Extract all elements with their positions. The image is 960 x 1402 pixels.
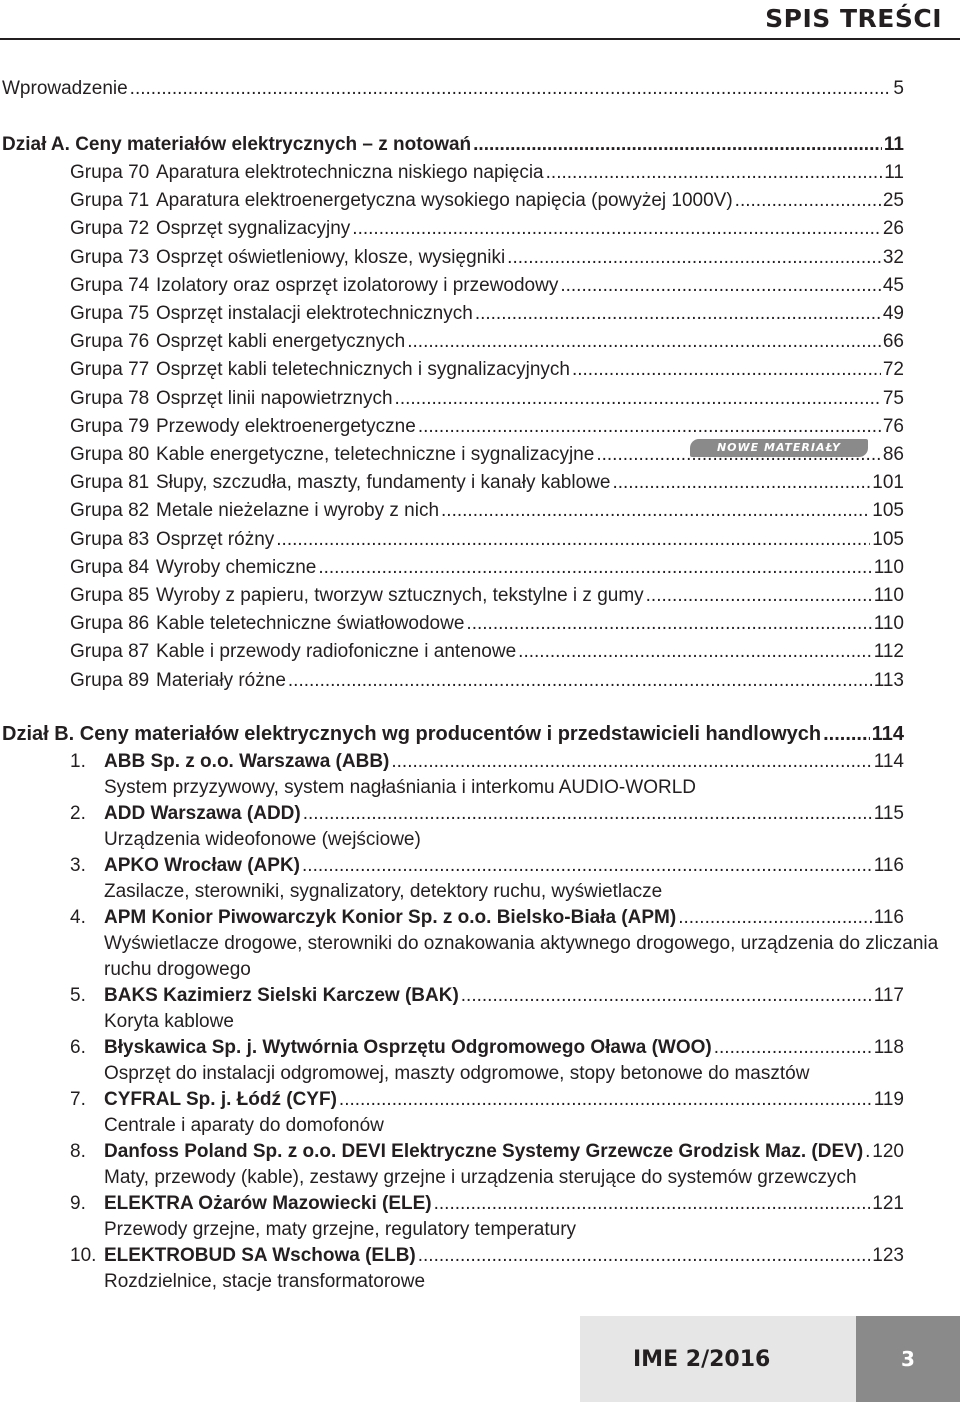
group-name: Przewody elektroenergetyczne xyxy=(156,415,416,437)
entry-page: 49 xyxy=(882,303,904,324)
entry-page: 119 xyxy=(873,1089,904,1110)
entry-page: 32 xyxy=(882,246,904,268)
group-name: Osprzęt oświetleniowy, klosze, wysięgniki xyxy=(156,246,506,268)
toc-row-group[interactable] xyxy=(70,274,904,298)
toc-row-group[interactable] xyxy=(70,330,904,354)
toc-row-producer[interactable] xyxy=(70,854,904,878)
entry-number: 1. xyxy=(70,751,86,772)
producer-name: ADD Warszawa (ADD) xyxy=(104,803,301,824)
producer-label xyxy=(70,1140,863,1164)
group-name: Osprzęt instalacji elektrotechnicznych xyxy=(156,303,473,324)
group-name: Metale nieżelazne i wyroby z nich xyxy=(156,500,440,522)
group-name: Osprzęt różny xyxy=(156,528,275,550)
group-label xyxy=(70,584,644,608)
dot-leader xyxy=(461,984,872,1008)
toc-row-group[interactable] xyxy=(70,246,904,270)
producer-name: ELEKTRA Ożarów Mazowiecki (ELE) xyxy=(104,1193,432,1214)
dot-leader xyxy=(678,906,872,930)
dot-leader xyxy=(572,358,881,382)
dot-leader xyxy=(475,302,881,326)
entry-page: 117 xyxy=(873,985,904,1006)
toc-row-producer[interactable] xyxy=(70,1192,904,1216)
group-name: Kable teletechniczne światłowodowe xyxy=(156,613,465,635)
dot-leader xyxy=(276,528,870,552)
dot-leader xyxy=(466,612,871,636)
toc-row-producer[interactable] xyxy=(70,1244,904,1268)
group-code: Grupa 82 xyxy=(70,500,150,522)
dot-leader xyxy=(518,640,872,664)
toc-row-producer[interactable] xyxy=(70,984,904,1008)
producer-name: APM Konior Piwowarczyk Konior Sp. z o.o. Bielsko-Biała (APM) xyxy=(104,907,677,928)
issue-label: IME 2/2016 xyxy=(633,1347,771,1372)
dot-leader xyxy=(507,246,881,270)
group-name: Osprzęt kabli teletechnicznych i sygnalizacyjnych xyxy=(156,359,570,381)
toc-row-group[interactable] xyxy=(70,640,904,664)
dot-leader xyxy=(418,1244,871,1268)
entry-page: 105 xyxy=(872,500,904,522)
entry-label: Wprowadzenie xyxy=(2,78,128,99)
group-code: Grupa 86 xyxy=(70,613,150,635)
group-label xyxy=(70,499,439,523)
group-code: Grupa 79 xyxy=(70,415,150,437)
group-label xyxy=(70,217,350,241)
group-label xyxy=(70,246,505,270)
dot-leader xyxy=(303,802,872,826)
entry-page: 110 xyxy=(873,585,904,606)
group-label xyxy=(70,274,558,298)
dot-leader xyxy=(473,133,882,157)
group-label xyxy=(70,669,286,693)
group-code: Grupa 89 xyxy=(70,669,150,691)
group-code: Grupa 80 xyxy=(70,444,150,465)
dot-leader xyxy=(339,1088,872,1112)
toc-row-group[interactable] xyxy=(70,302,904,326)
dot-leader xyxy=(823,722,870,746)
group-name: Materiały różne xyxy=(156,669,286,691)
page-number: 3 xyxy=(856,1316,960,1402)
entry-description: ruchu drogowego xyxy=(104,959,251,980)
producer-label xyxy=(70,854,300,878)
toc-row-section-b[interactable] xyxy=(2,722,904,746)
section-title: Dział B. Ceny materiałów elektrycznych wg producentów i przedstawicieli handlowych xyxy=(2,723,822,745)
group-code: Grupa 74 xyxy=(70,274,150,296)
entry-number: 4. xyxy=(70,907,86,928)
toc-row-producer[interactable] xyxy=(70,1088,904,1112)
group-label xyxy=(70,387,393,411)
entry-number: 9. xyxy=(70,1193,86,1214)
group-code: Grupa 77 xyxy=(70,359,150,381)
entry-page: 116 xyxy=(873,907,904,928)
producer-label xyxy=(70,750,389,774)
producer-name: Błyskawica Sp. j. Wytwórnia Osprzętu Odgromowego Oława (WOO) xyxy=(104,1037,712,1058)
group-label xyxy=(70,330,405,354)
producer-name: APKO Wrocław (APK) xyxy=(104,855,301,876)
toc-row-producer[interactable] xyxy=(70,1036,904,1060)
dot-leader xyxy=(546,161,883,185)
dot-leader xyxy=(434,1192,871,1216)
dot-leader xyxy=(318,556,871,580)
group-label xyxy=(70,358,570,382)
entry-page: 112 xyxy=(873,641,904,663)
group-label xyxy=(70,161,544,185)
group-code: Grupa 72 xyxy=(70,218,150,240)
entry-page: 101 xyxy=(872,472,904,494)
entry-page: 110 xyxy=(873,556,904,578)
entry-description: Urządzenia wideofonowe (wejściowe) xyxy=(104,829,421,850)
toc-row-producer[interactable] xyxy=(70,802,904,826)
entry-description: Przewody grzejne, maty grzejne, regulatory temperatury xyxy=(104,1219,577,1240)
dot-leader xyxy=(560,274,881,298)
dot-leader xyxy=(391,750,871,774)
group-label xyxy=(70,612,464,636)
group-code: Grupa 85 xyxy=(70,585,150,606)
group-label xyxy=(70,556,316,580)
group-code: Grupa 73 xyxy=(70,246,150,268)
toc-row-group[interactable] xyxy=(70,612,904,636)
section-title: Dział A. Ceny materiałów elektrycznych – z notowań xyxy=(2,134,472,155)
entry-page: 66 xyxy=(882,331,904,353)
group-name: Wyroby chemiczne xyxy=(156,556,317,578)
toc-row-group[interactable] xyxy=(70,584,904,608)
group-name: Wyroby z papieru, tworzyw sztucznych, tekstylne i z gumy xyxy=(156,585,644,606)
entry-page: 114 xyxy=(873,751,904,772)
entry-description: Osprzęt do instalacji odgromowej, maszty odgromowe, stopy betonowe do masztów xyxy=(104,1063,810,1084)
entry-description: Zasilacze, sterowniki, sygnalizatory, detektory ruchu, wyświetlacze xyxy=(104,881,663,902)
group-code: Grupa 75 xyxy=(70,303,150,324)
entry-page: 75 xyxy=(882,387,904,409)
entry-page: 25 xyxy=(882,190,904,212)
group-code: Grupa 84 xyxy=(70,556,150,578)
entry-page: 121 xyxy=(872,1193,904,1214)
dot-leader xyxy=(395,387,881,411)
group-code: Grupa 87 xyxy=(70,641,150,663)
entry-page: 26 xyxy=(882,218,904,240)
entry-description: Centrale i aparaty do domofonów xyxy=(104,1115,384,1136)
dot-leader xyxy=(288,669,872,693)
toc-row-group[interactable] xyxy=(70,669,904,693)
entry-page: 116 xyxy=(873,855,904,876)
group-label xyxy=(70,443,594,467)
header-rule xyxy=(0,38,960,40)
dot-leader xyxy=(302,854,872,878)
entry-page: 76 xyxy=(882,415,904,437)
entry-description: Koryta kablowe xyxy=(104,1011,234,1032)
toc-row-producer[interactable] xyxy=(70,750,904,774)
group-code: Grupa 70 xyxy=(70,162,150,183)
dot-leader xyxy=(714,1036,872,1060)
group-name: Osprzęt kabli energetycznych xyxy=(156,331,406,353)
group-code: Grupa 83 xyxy=(70,528,150,550)
entry-number: 6. xyxy=(70,1037,86,1058)
producer-name: BAKS Kazimierz Sielski Karczew (BAK) xyxy=(104,985,459,1006)
producer-label xyxy=(70,1088,337,1112)
producer-name: ELEKTROBUD SA Wschowa (ELB) xyxy=(104,1245,416,1266)
entry-page: 11 xyxy=(884,162,904,183)
group-name: Osprzęt linii napowietrznych xyxy=(156,387,393,409)
entry-page: 5 xyxy=(893,78,904,99)
group-label xyxy=(70,640,516,664)
toc-row-producer[interactable] xyxy=(70,1140,904,1164)
producer-name: ABB Sp. z o.o. Warszawa (ABB) xyxy=(104,751,390,772)
toc-row-group[interactable] xyxy=(70,556,904,580)
toc-row-producer[interactable] xyxy=(70,906,904,930)
toc-row-group[interactable] xyxy=(70,189,904,213)
group-name: Aparatura elektrotechniczna niskiego napięcia xyxy=(156,162,544,183)
entry-number: 5. xyxy=(70,985,86,1006)
toc-row-group[interactable] xyxy=(70,528,904,552)
entry-page: 123 xyxy=(872,1245,904,1266)
producer-label xyxy=(70,1036,712,1060)
page-title: SPIS TREŚCI xyxy=(765,4,942,33)
producer-label xyxy=(70,984,459,1008)
toc-row-group[interactable] xyxy=(70,358,904,382)
entry-page: 72 xyxy=(882,359,904,381)
new-materials-badge: NOWE MATERIAŁY xyxy=(690,439,868,457)
toc-row-group[interactable] xyxy=(70,499,904,523)
group-name: Kable i przewody radiofoniczne i antenowe xyxy=(156,641,517,663)
entry-number: 7. xyxy=(70,1089,86,1110)
entry-number: 2. xyxy=(70,803,86,824)
entry-page: 114 xyxy=(871,723,904,745)
toc-row-group[interactable] xyxy=(70,217,904,241)
toc-row-group[interactable] xyxy=(70,471,904,495)
dot-leader xyxy=(612,471,870,495)
dot-leader xyxy=(865,1140,870,1164)
group-code: Grupa 76 xyxy=(70,331,150,353)
group-code: Grupa 71 xyxy=(70,190,150,212)
group-name: Osprzęt sygnalizacyjny xyxy=(156,218,351,240)
entry-page: 113 xyxy=(873,669,904,691)
entry-description: Wyświetlacze drogowe, sterowniki do oznakowania aktywnego drogowego, urządzenia do zliczania xyxy=(104,933,939,954)
toc-row-group[interactable] xyxy=(70,387,904,411)
entry-page: 120 xyxy=(872,1141,904,1162)
entry-number: 10. xyxy=(70,1245,97,1266)
dot-leader xyxy=(441,499,870,523)
entry-description: Maty, przewody (kable), zestawy grzejne i urządzenia sterujące do systemów grzewczych xyxy=(104,1167,857,1188)
entry-page: 115 xyxy=(873,803,904,824)
entry-number: 3. xyxy=(70,855,86,876)
producer-label xyxy=(70,1244,416,1268)
producer-name: CYFRAL Sp. j. Łódź (CYF) xyxy=(104,1089,337,1110)
producer-label xyxy=(70,802,301,826)
producer-label xyxy=(70,906,676,930)
entry-page: 110 xyxy=(873,613,904,635)
dot-leader xyxy=(735,189,881,213)
producer-label xyxy=(70,1192,432,1216)
entry-page: 45 xyxy=(882,274,904,296)
group-name: Izolatory oraz osprzęt izolatorowy i przewodowy xyxy=(156,274,559,296)
group-label xyxy=(70,528,274,552)
group-code: Grupa 81 xyxy=(70,472,150,494)
producer-name: Danfoss Poland Sp. z o.o. DEVI Elektryczne Systemy Grzewcze Grodzisk Maz. (DEV) xyxy=(104,1141,864,1162)
entry-page: 118 xyxy=(873,1037,904,1058)
group-name: Słupy, szczudła, maszty, fundamenty i kanały kablowe xyxy=(156,472,611,494)
entry-number: 8. xyxy=(70,1141,86,1162)
entry-page: 105 xyxy=(872,528,904,550)
entry-description: System przyzywowy, system nagłaśniania i interkomu AUDIO-WORLD xyxy=(104,777,696,798)
dot-leader xyxy=(646,584,872,608)
group-label xyxy=(70,189,733,213)
dot-leader xyxy=(418,415,881,439)
toc-row-group[interactable] xyxy=(70,415,904,439)
group-code: Grupa 78 xyxy=(70,387,150,409)
group-name: Aparatura elektroenergetyczna wysokiego napięcia (powyżej 1000V) xyxy=(156,190,733,212)
group-label xyxy=(70,302,473,326)
toc-row-intro[interactable] xyxy=(2,77,904,101)
group-label xyxy=(70,471,610,495)
dot-leader xyxy=(407,330,881,354)
toc-row-section-a[interactable] xyxy=(2,133,904,157)
entry-page: 11 xyxy=(883,134,904,155)
toc-row-group[interactable] xyxy=(70,161,904,185)
entry-page: 86 xyxy=(882,444,904,465)
dot-leader xyxy=(130,77,892,101)
dot-leader xyxy=(352,217,881,241)
entry-description: Rozdzielnice, stacje transformatorowe xyxy=(104,1271,426,1292)
group-name: Kable energetyczne, teletechniczne i sygnalizacyjne xyxy=(156,444,595,465)
group-label xyxy=(70,415,416,439)
